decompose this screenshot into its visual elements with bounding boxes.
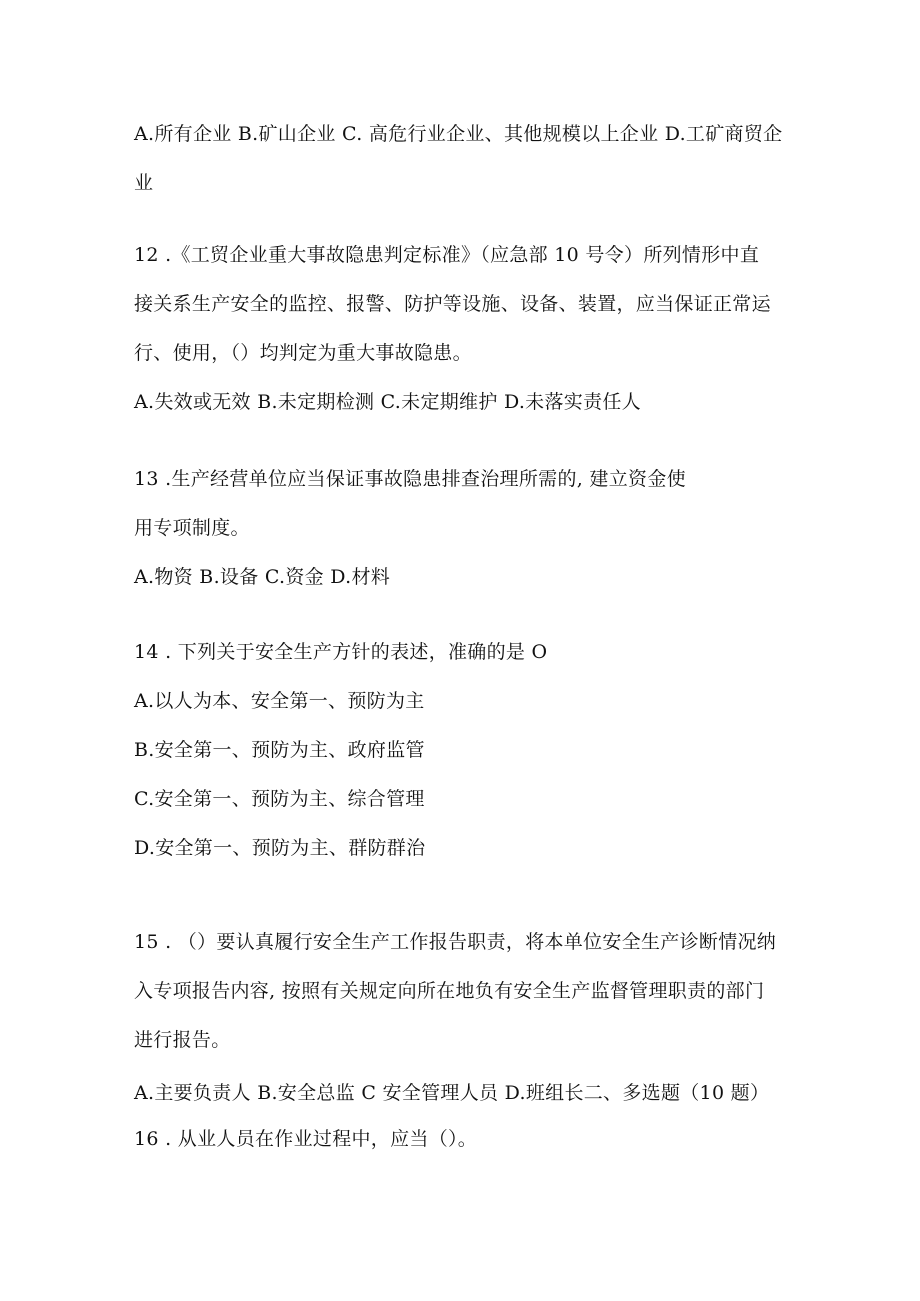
q14-text: 14 . 下列关于安全生产方针的表述，准确的是 O	[134, 641, 548, 663]
q13-text-line-1: 13 .生产经营单位应当保证事故隐患排查治理所需的, 建立资金使	[134, 468, 686, 490]
q12-options: A.失效或无效 B.未定期检测 C.未定期维护 D.未落实责任人	[134, 391, 641, 413]
q11-options-line-1: A.所有企业 B.矿山企业 C. 高危行业企业、其他规模以上企业 D.工矿商贸企	[134, 123, 783, 145]
q15-text-line-2: 入专项报告内容, 按照有关规定向所在地负有安全生产监督管理职责的部门	[134, 980, 765, 1002]
q13-options: A.物资 B.设备 C.资金 D.材料	[134, 566, 391, 588]
q14-option-a: A.以人为本、安全第一、预防为主	[134, 690, 425, 712]
q16-text: 16 . 从业人员在作业过程中，应当（）。	[134, 1128, 478, 1150]
q15-text-line-1: 15 . （）要认真履行安全生产工作报告职责，将本单位安全生产诊断情况纳	[134, 931, 777, 953]
q14-option-b: B.安全第一、预防为主、政府监管	[134, 739, 425, 761]
q13-text-line-2: 用专项制度。	[134, 517, 250, 539]
q12-text-line-3: 行、使用，（）均判定为重大事故隐患。	[134, 342, 472, 364]
q15-options-and-section-heading: A.主要负责人 B.安全总监 C 安全管理人员 D.班组长二、多选题（10 题）	[134, 1082, 770, 1104]
q12-text-line-2: 接关系生产安全的监控、报警、防护等设施、设备、装置，应当保证正常运	[134, 293, 771, 315]
q14-option-d: D.安全第一、预防为主、群防群治	[134, 837, 426, 859]
q15-text-line-3: 进行报告。	[134, 1029, 231, 1051]
q11-options-line-2: 业	[134, 172, 154, 194]
q12-text-line-1: 12 .《工贸企业重大事故隐患判定标准》（应急部 10 号令）所列情形中直	[134, 244, 760, 266]
q14-option-c: C.安全第一、预防为主、综合管理	[134, 788, 425, 810]
